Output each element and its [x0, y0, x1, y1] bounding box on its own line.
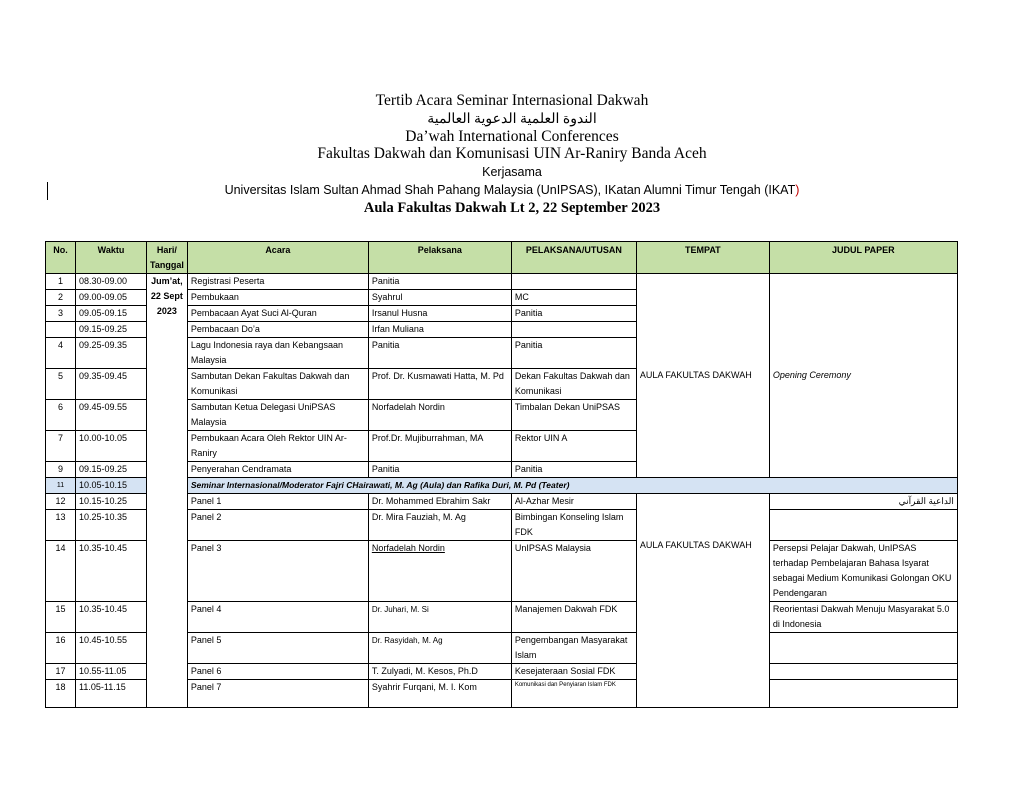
row-paper: Reorientasi Dakwah Menuju Masyarakat 5.0 di Indonesia	[769, 602, 957, 633]
date-gap-cell	[147, 633, 188, 664]
row-pelaksana: Irfan Muliana	[368, 322, 511, 338]
row-acara: Penyerahan Cendramata	[187, 462, 368, 478]
row-acara: Lagu Indonesia raya dan Kebangsaan Malaysia	[187, 338, 368, 369]
venue-cell-opening: AULA FAKULTAS DAKWAH	[636, 274, 769, 478]
table-row	[46, 274, 958, 290]
row-utusan: Al-Azhar Mesir	[511, 494, 636, 510]
row-utusan	[511, 274, 636, 290]
row-utusan: Bimbingan Konseling Islam FDK	[511, 510, 636, 541]
col-header-tanggal: Hari/ Tanggal	[147, 242, 188, 274]
row-pelaksana: Dr. Mira Fauziah, M. Ag	[368, 510, 511, 541]
venue-cell-panels: AULA FAKULTAS DAKWAH	[636, 494, 769, 708]
row-time: 09.45-09.55	[76, 400, 147, 431]
row-acara: Pembacaan Do’a	[187, 322, 368, 338]
row-acara: Registrasi Peserta	[187, 274, 368, 290]
row-pelaksana: Panitia	[368, 338, 511, 369]
row-time: 09.35-09.45	[76, 369, 147, 400]
row-no: 3	[46, 306, 76, 322]
row-no: 7	[46, 431, 76, 462]
table-row	[46, 633, 958, 664]
date-gap-cell	[147, 664, 188, 680]
row-no: 17	[46, 664, 76, 680]
venue-date-line: Aula Fakultas Dakwah Lt 2, 22 September 2023	[363, 200, 661, 216]
row-pelaksana: Prof.Dr. Mujiburrahman, MA	[368, 431, 511, 462]
row-utusan: UnIPSAS Malaysia	[511, 541, 636, 602]
row-pelaksana: Syahrir Furqani, M. I. Kom	[368, 680, 511, 708]
row-utusan: MC	[511, 290, 636, 306]
row-time: 08.30-09.00	[76, 274, 147, 290]
row-pelaksana: Dr. Rasyidah, M. Ag	[368, 633, 511, 664]
row-pelaksana: Dr. Mohammed Ebrahim Sakr	[368, 494, 511, 510]
row-no: 5	[46, 369, 76, 400]
row-time: 10.35-10.45	[76, 602, 147, 633]
row-acara: Panel 2	[187, 510, 368, 541]
row-pelaksana: Panitia	[368, 274, 511, 290]
row-paper	[769, 633, 957, 664]
table-row	[46, 494, 958, 510]
row-no: 13	[46, 510, 76, 541]
row-pelaksana: Norfadelah Nordin	[368, 400, 511, 431]
col-header-tempat: TEMPAT	[636, 242, 769, 274]
row-no: 12	[46, 494, 76, 510]
table-row	[46, 602, 958, 633]
partners-line	[0, 183, 1024, 197]
row-acara: Pembukaan Acara Oleh Rektor UIN Ar-Raniry	[187, 431, 368, 462]
row-no: 1	[46, 274, 76, 290]
row-no: 14	[46, 541, 76, 602]
row-acara: Pembukaan	[187, 290, 368, 306]
col-header-no: No.	[46, 242, 76, 274]
row-pelaksana: Panitia	[368, 462, 511, 478]
row-acara: Panel 4	[187, 602, 368, 633]
date-gap-cell	[147, 494, 188, 510]
row-acara: Sambutan Ketua Delegasi UniPSAS Malaysia	[187, 400, 368, 431]
row-acara: Panel 6	[187, 664, 368, 680]
paper-cell-opening: Opening Ceremony	[769, 274, 957, 478]
col-header-acara: Acara	[187, 242, 368, 274]
row-utusan: Timbalan Dekan UniPSAS	[511, 400, 636, 431]
row-time: 09.15-09.25	[76, 322, 147, 338]
row-time: 09.15-09.25	[76, 462, 147, 478]
row-acara: Panel 5	[187, 633, 368, 664]
row-paper: Persepsi Pelajar Dakwah, UnIPSAS terhadap Pembelajaran Bahasa Isyarat sebagai Medium Komunikasi Golongan OKU Pendengaran	[769, 541, 957, 602]
row-time: 09.05-09.15	[76, 306, 147, 322]
date-gap-cell	[147, 602, 188, 633]
row-utusan: Dekan Fakultas Dakwah dan Komunikasi	[511, 369, 636, 400]
table-row	[46, 664, 958, 680]
row-acara: Panel 3	[187, 541, 368, 602]
date-gap-cell	[147, 510, 188, 541]
schedule-table	[45, 241, 958, 708]
row-utusan	[511, 322, 636, 338]
row-no: 18	[46, 680, 76, 708]
arabic-title: الندوة العلمية الدعوية العالمية	[427, 112, 597, 127]
row-no: 6	[46, 400, 76, 431]
seminar-row	[46, 478, 958, 494]
english-title: Da’wah International Conferences	[405, 128, 619, 145]
row-no: 2	[46, 290, 76, 306]
row-pelaksana: Irsanul Husna	[368, 306, 511, 322]
date-cell: Jum’at, 22 Sept 2023	[147, 274, 188, 478]
row-no	[46, 322, 76, 338]
row-time: 10.15-10.25	[76, 494, 147, 510]
row-utusan: Manajemen Dakwah FDK	[511, 602, 636, 633]
row-time: 09.00-09.05	[76, 290, 147, 306]
date-gap-cell	[147, 478, 188, 494]
row-time: 10.45-10.55	[76, 633, 147, 664]
row-utusan: Panitia	[511, 462, 636, 478]
row-acara: Sambutan Dekan Fakultas Dakwah dan Komunikasi	[187, 369, 368, 400]
table-row	[46, 680, 958, 708]
row-pelaksana: Prof. Dr. Kusmawati Hatta, M. Pd	[368, 369, 511, 400]
row-time: 10.25-10.35	[76, 510, 147, 541]
document-title: Tertib Acara Seminar Internasional Dakwah	[375, 92, 649, 109]
date-gap-cell	[147, 680, 188, 708]
row-no: 16	[46, 633, 76, 664]
row-utusan: Pengembangan Masyarakat Islam	[511, 633, 636, 664]
row-pelaksana: T. Zulyadi, M. Kesos, Ph.D	[368, 664, 511, 680]
row-paper	[769, 510, 957, 541]
col-header-utusan: PELAKSANA/UTUSAN	[511, 242, 636, 274]
table-header-row	[46, 242, 958, 274]
row-no: 15	[46, 602, 76, 633]
col-header-pelaksana: Pelaksana	[368, 242, 511, 274]
row-acara: Panel 1	[187, 494, 368, 510]
table-row	[46, 510, 958, 541]
row-utusan: Kesejateraan Sosial FDK	[511, 664, 636, 680]
row-utusan: Komunikasi dan Penyiaran Islam FDK	[511, 680, 636, 708]
row-paper	[769, 680, 957, 708]
row-pelaksana: Syahrul	[368, 290, 511, 306]
row-utusan: Panitia	[511, 306, 636, 322]
row-time: 11.05-11.15	[76, 680, 147, 708]
row-paper: الداعية القرآني	[769, 494, 957, 510]
row-utusan: Panitia	[511, 338, 636, 369]
row-acara: Pembacaan Ayat Suci Al-Quran	[187, 306, 368, 322]
row-paper	[769, 664, 957, 680]
row-no: 4	[46, 338, 76, 369]
col-header-waktu: Waktu	[76, 242, 147, 274]
kerjasama-label: Kerjasama	[482, 165, 542, 179]
row-pelaksana: Dr. Juhari, M. Si	[368, 602, 511, 633]
row-time: 10.55-11.05	[76, 664, 147, 680]
partners-text: Universitas Islam Sultan Ahmad Shah Pahang Malaysia (UnIPSAS), IKatan Alumni Timur Tengah (IKAT	[224, 183, 796, 197]
row-pelaksana: Norfadelah Nordin	[368, 541, 511, 602]
row-time: 10.05-10.15	[76, 478, 147, 494]
seminar-moderator-text: Seminar Internasional/Moderator Fajri CHairawati, M. Ag (Aula) dan Rafika Duri, M. Pd (Teater)	[187, 478, 957, 494]
partners-close-paren: )	[795, 183, 800, 197]
row-acara: Panel 7	[187, 680, 368, 708]
row-time: 10.35-10.45	[76, 541, 147, 602]
table-row	[46, 541, 958, 602]
row-utusan: Rektor UIN A	[511, 431, 636, 462]
row-no: 9	[46, 462, 76, 478]
faculty-line: Fakultas Dakwah dan Komunisasi UIN Ar-Raniry Banda Aceh	[317, 145, 707, 162]
row-time: 10.00-10.05	[76, 431, 147, 462]
date-gap-cell	[147, 541, 188, 602]
row-time: 09.25-09.35	[76, 338, 147, 369]
row-no: 11	[46, 478, 76, 494]
col-header-judul-paper: JUDUL PAPER	[769, 242, 957, 274]
